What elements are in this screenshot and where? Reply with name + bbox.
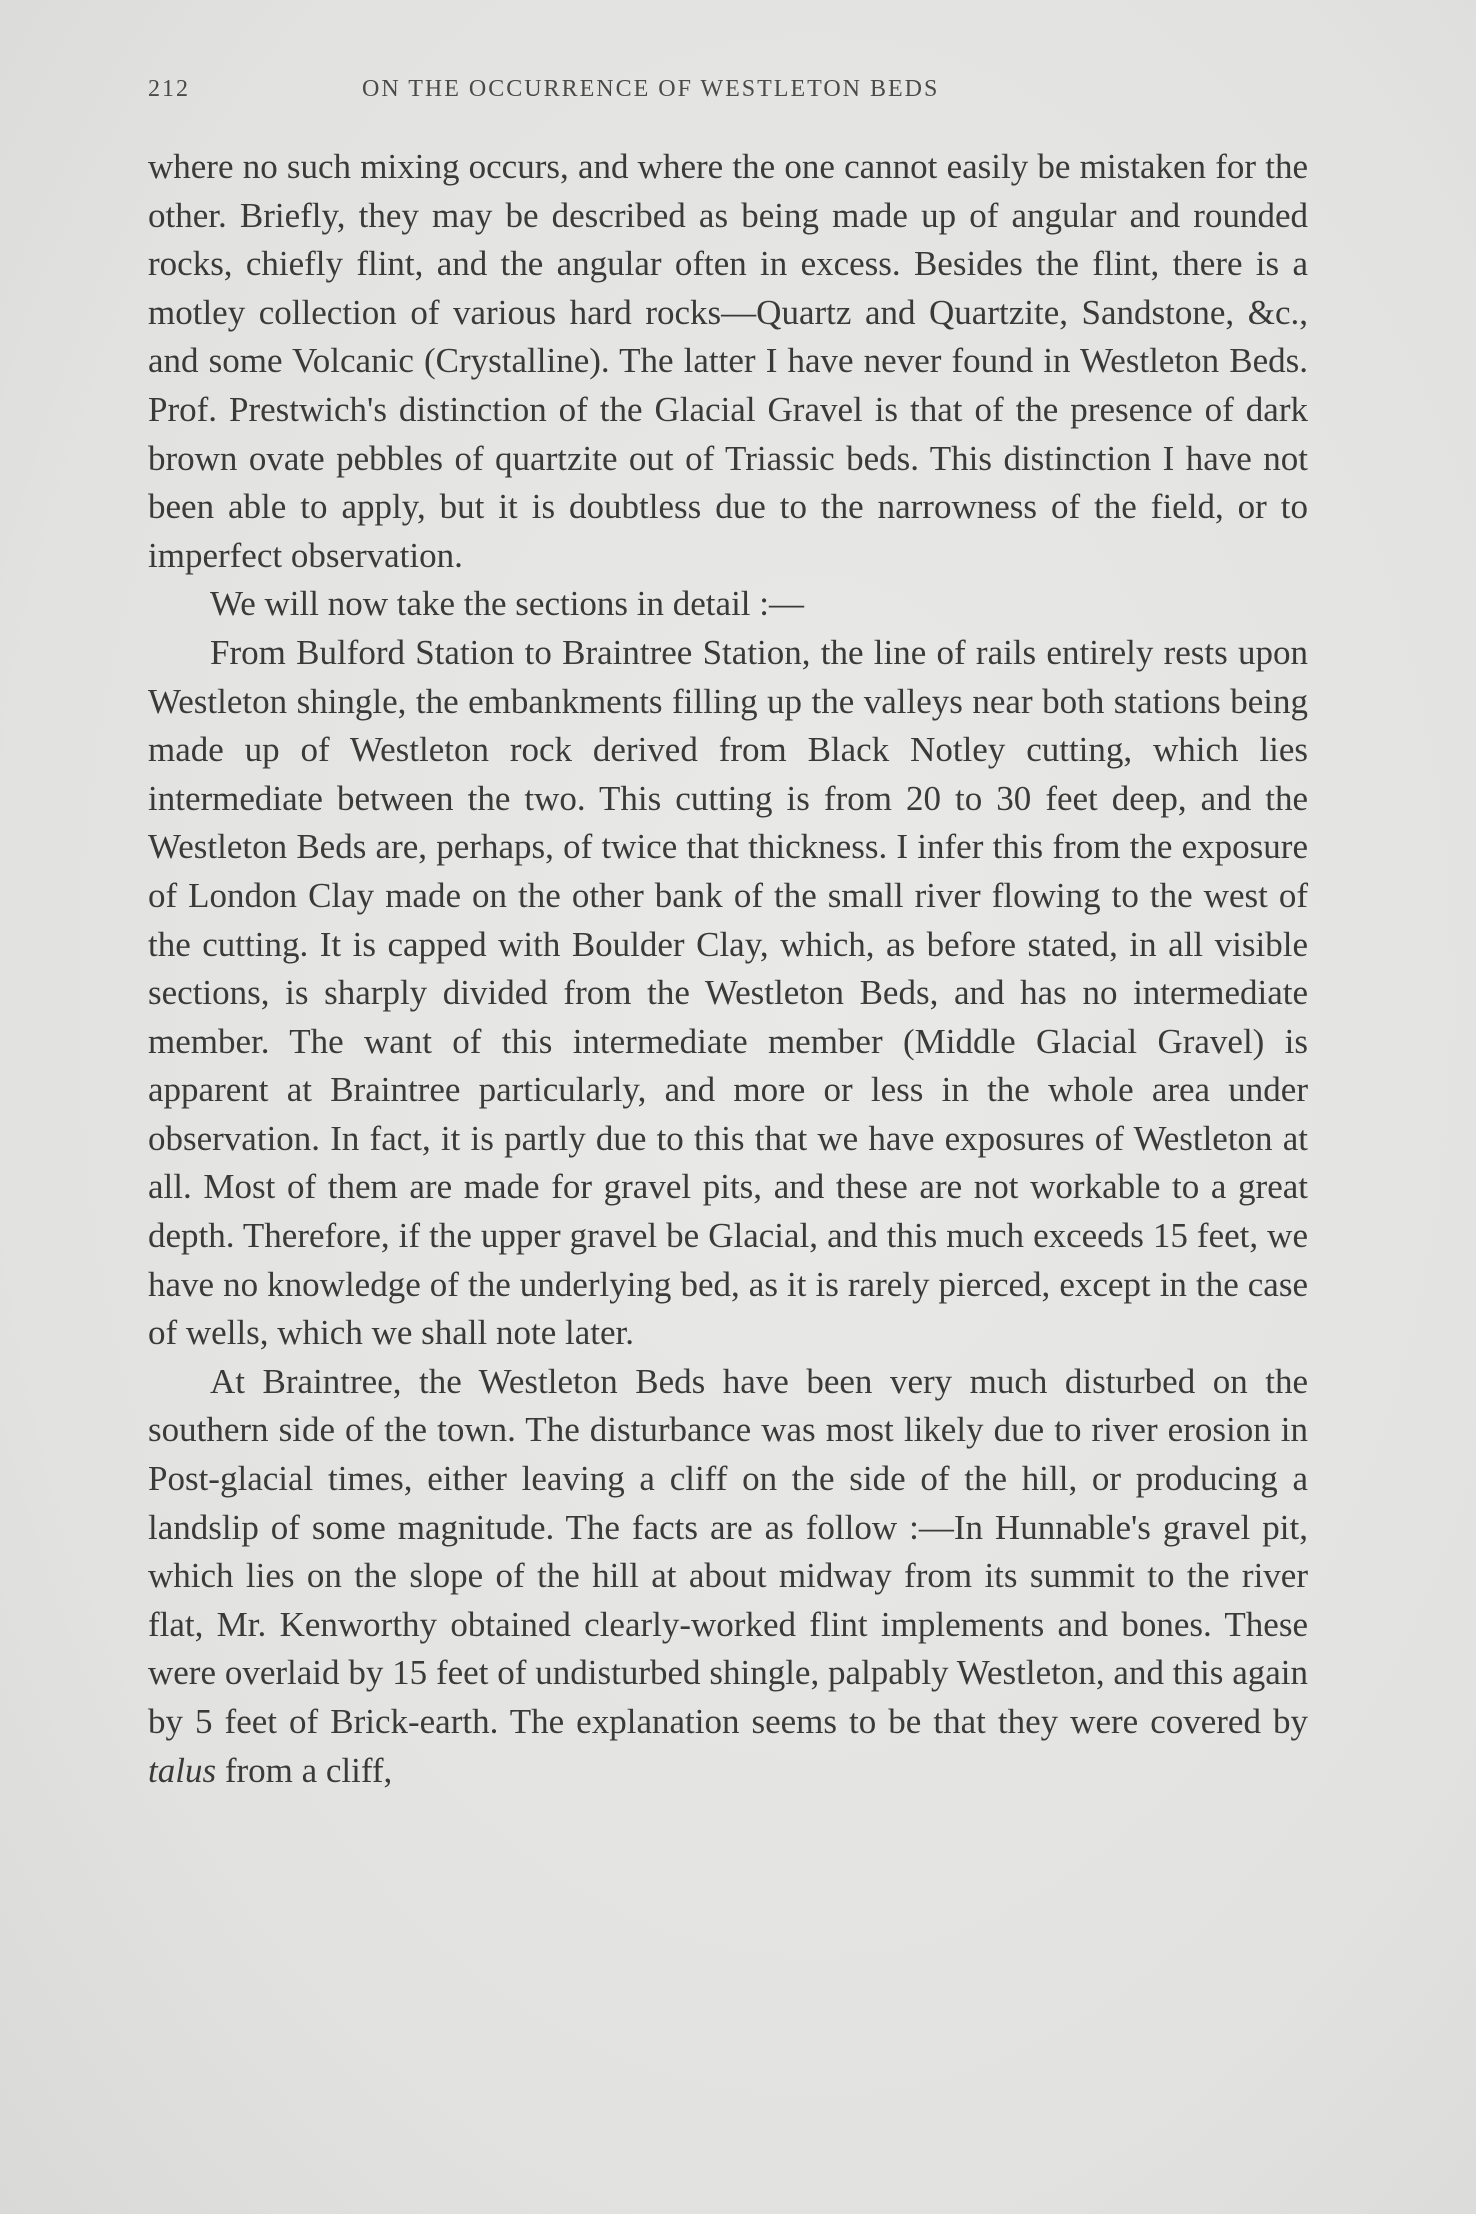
paragraph-text: At Braintree, the Westleton Beds have been very much disturbed on the southern side of the town. The disturbance was most likely due to river erosion in Post-glacial times, either leaving a cliff on the side of the hill, or producing a landslip of some magnitude. The facts are as follow :—In Hunnable's gravel pit, which lies on the slope of the hill at about midway from its summit to the river flat, Mr. Kenworthy obtained clearly-worked flint implements and bones. These were overlaid by 15 feet of undisturbed shingle, palpably Westleton, and this again by 5 feet of Brick-earth. The explanation seems to be that they were covered by xyxy=(148,1361,1308,1741)
paragraph: From Bulford Station to Braintree Station, the line of rails entirely rests upon Westleton shingle, the embankments filling up the valleys near both stations being made up of Westleton rock derived from Black Notley cutting, which lies intermediate between the two. This cutting is from 20 to 30 feet deep, and the Westleton Beds are, perhaps, of twice that thickness. I infer this from the exposure of London Clay made on the other bank of the small river flowing to the west of the cutting. It is capped with Boulder Clay, which, as before stated, in all visible sections, is sharply divided from the Westleton Beds, and has no intermediate member. The want of this intermediate member (Middle Glacial Gravel) is apparent at Braintree particularly, and more or less in the whole area under observation. In fact, it is partly due to this that we have exposures of Westleton at all. Most of them are made for gravel pits, and these are not workable to a great depth. Therefore, if the upper gravel be Glacial, and this much exceeds 15 feet, we have no knowledge of the underlying bed, as it is rarely pierced, except in the case of wells, which we shall note later. xyxy=(148,632,1308,1353)
paragraph: We will now take the sections in detail :— xyxy=(210,584,804,624)
paragraph-text: from a cliff, xyxy=(224,1750,393,1790)
italic-term: talus xyxy=(148,1750,217,1790)
page-number: 212 xyxy=(148,76,190,102)
running-header xyxy=(148,70,1310,110)
body-text xyxy=(148,143,1308,1795)
paragraph: where no such mixing occurs, and where the one cannot easily be mistaken for the other. Briefly, they may be described as being made up of angular and rounded rocks, chiefly flint, and the angular often in excess. Besides the flint, there is a motley collection of various hard rocks—Quartz and Quartzite, Sandstone, &c., and some Volcanic (Crystalline). The latter I have never found in Westleton Beds. Prof. Prestwich's distinction of the Glacial Gravel is that of the presence of dark brown ovate pebbles of quartzite out of Triassic beds. This distinction I have not been able to apply, but it is doubtless due to the narrowness of the field, or to imperfect observation. xyxy=(148,147,1308,575)
running-title: ON THE OCCURRENCE OF WESTLETON BEDS xyxy=(362,76,940,102)
paragraph xyxy=(148,1358,1308,1795)
